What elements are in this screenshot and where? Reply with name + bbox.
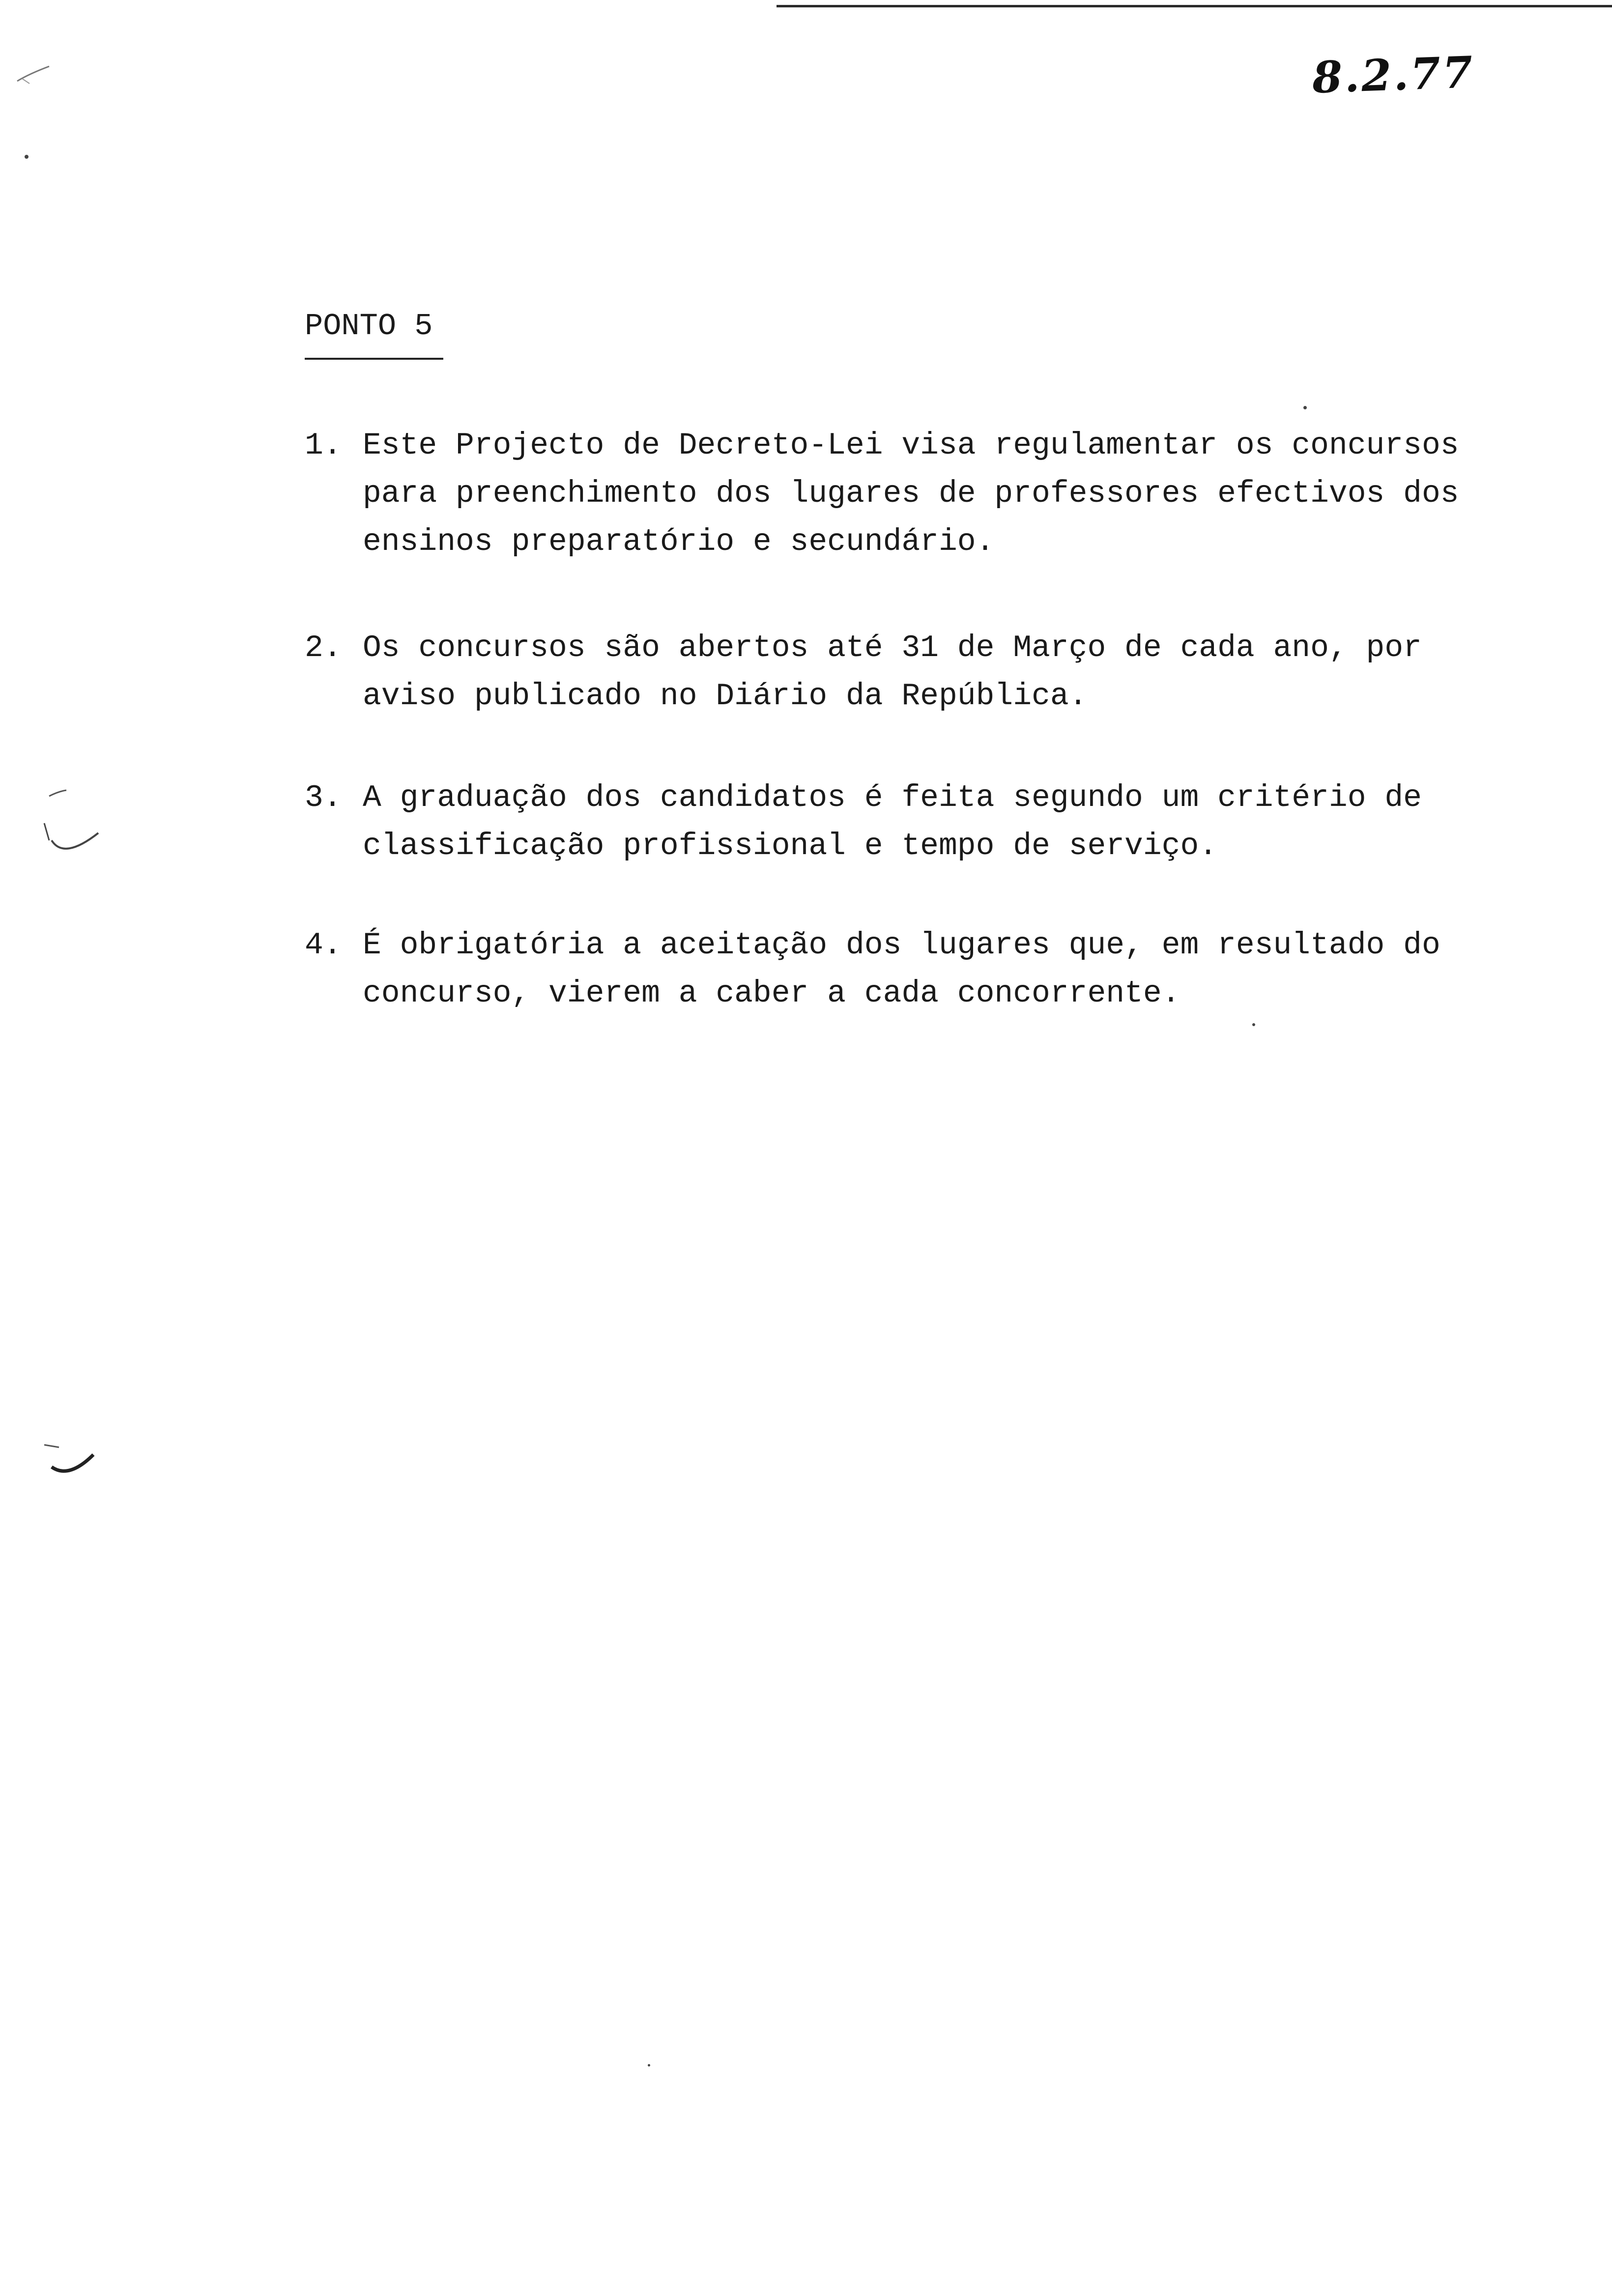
list-item [305, 921, 1440, 1018]
item-line: Os concursos são abertos até 31 de Março de cada ano, por [363, 631, 1422, 665]
item-line: É obrigatória a aceitação dos lugares que, em resultado do [363, 928, 1440, 963]
item-line: classificação profissional e tempo de serviço. [363, 829, 1218, 863]
heading-underline [305, 358, 443, 360]
item-line: A graduação dos candidatos é feita segundo um critério de [363, 780, 1422, 815]
item-number: 4. [305, 928, 342, 963]
item-line: para preenchimento dos lugares de professores efectivos dos [363, 476, 1459, 511]
item-line: concurso, vierem a caber a cada concorrente. [363, 976, 1180, 1011]
page-speck [1303, 406, 1307, 409]
item-line: ensinos preparatório e secundário. [363, 524, 995, 559]
margin-tick-mark-2 [34, 1425, 103, 1494]
section-heading: PONTO 5 [305, 309, 433, 344]
item-number: 1. [305, 428, 342, 463]
item-number: 3. [305, 780, 342, 815]
top-edge-line [777, 5, 1612, 7]
item-line: Este Projecto de Decreto-Lei visa regulamentar os concursos [363, 428, 1459, 463]
list-item [305, 624, 1422, 720]
margin-speck [25, 155, 29, 159]
item-number: 2. [305, 631, 342, 665]
list-item [305, 774, 1422, 870]
margin-mark-top [15, 59, 54, 88]
list-item [305, 422, 1459, 566]
margin-tick-mark-1 [29, 786, 108, 875]
page-speck [648, 2064, 650, 2066]
page-speck [1252, 1023, 1255, 1026]
handwritten-date: 8.2.77 [1311, 46, 1475, 103]
item-line: aviso publicado no Diário da República. [363, 679, 1088, 714]
